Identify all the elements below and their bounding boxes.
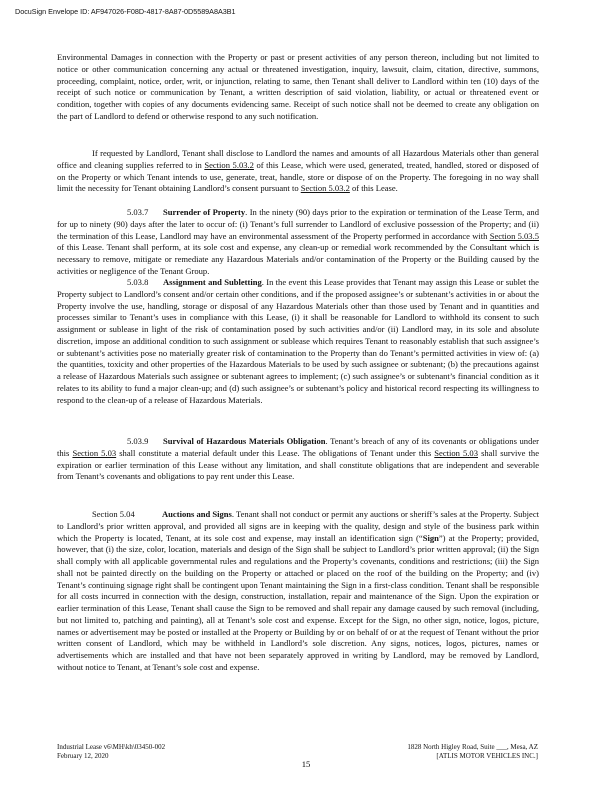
section-reference: Section 5.03 (434, 447, 478, 458)
body-text: of this Lease. (349, 183, 398, 194)
footer-document-id: Industrial Lease v6\MH\kh\03450-002 (57, 743, 166, 751)
body-text: . In the ninety (90) days prior to the expiration or termination of the Lease Term, and for up to ninety (90) days after the later to occur of: (i) Tenant’s full surrender to Landlord of exclusive possession of the Property; and (ii) the termination of this Lease, Landlord may have an environmental assessment of the Property performed in accordance with (57, 207, 539, 241)
body-text: of this Lease. Tenant shall perform, at its sole cost and expense, any clean-up or remedial work recommended by the Consultant which is necessary to remove, mitigate or remediate any Hazardous Materials and/or contamination of the Property or the Building caused by the activities or negligence of the Tenant Group. (57, 242, 539, 276)
section-heading: Surrender of Property (163, 207, 246, 217)
section-number: 5.03.9 (127, 436, 149, 446)
section-number: 5.03.7 (127, 207, 149, 217)
footer-tenant: [ATLIS MOTOR VEHICLES INC.] (436, 751, 538, 760)
body-text: . Tenant’s breach of any of its covenants or obligations under this (57, 436, 539, 458)
paragraph-hazardous-disclosure (57, 148, 539, 195)
footer-right (407, 743, 538, 760)
paragraph-assignment-subletting (57, 277, 539, 406)
body-text: shall survive the expiration or earlier termination of this Lease without any limitation, and shall constitute obligations that are independent and severable from Tenant’s covenants and obligations to pay rent under this Lease. (57, 447, 539, 482)
section-reference: Section 5.03.2 (300, 183, 350, 194)
section-reference: Section 5.03.5 (489, 230, 539, 241)
section-reference: Section 5.03.2 (204, 159, 254, 170)
body-text: shall constitute a material default under this Lease. The obligations of Tenant under this (116, 447, 435, 458)
section-heading: Sign (422, 532, 439, 543)
docusign-envelope-id: DocuSign Envelope ID: AF947026-F08D-4817-8A87-0D5589A8A3B1 (15, 7, 236, 16)
body-text: ”) at the Property; provided, however, that (i) the size, color, location, materials and design of the Sign shall be subject to Landlord’s prior written approval; (ii) the Sign shall comply with all applicable governmental rules and regulations and the Property’s covenants, conditions and restrictions; (iii) the Sign shall not be painted directly on the building on the Property or attached or placed on the roof of the building on the Property; and (iv) Tenant’s continuing signage right shall be contingent upon Tenant maintaining the Sign in a first-class condition. Tenant shall be responsible for all costs incurred in connection with the design, construction, installation, repair and maintenance of the Sign. Upon the expiration or earlier termination of this Lease, Tenant shall cause the Sign to be removed and shall repair any damage caused by such removal (including, but not limited to, patching and painting), all at Tenant’s sole cost and expense. Except for the Sign, no other sign, notice, logos, picture, names or advertisement may be posted or installed at the Property or Building by or on behalf of or at the request of Tenant without the prior written consent of Landlord, which may be withheld in Landlord’s sole discretion. Any signs, notices, logos, pictures, names or advertisements which are installed and that have not been separately approved in writing by Landlord, may be removed by Landlord, without notice to Tenant, at Tenant’s sole cost and expense. (57, 532, 539, 672)
paragraph-surrender-of-property (57, 207, 539, 278)
section-number: Section 5.04 (92, 509, 135, 519)
body-text: . In the event this Lease provides that Tenant may assign this Lease or sublet the Property subject to Landlord’s consent and/or certain other conditions, and if the proposed assignee’s or subtenant’s activities in or about the Property involve the use, handling, storage or disposal of any Hazardous Materials other than those used by Tenant and in quantities and processes similar to Tenant’s uses in compliance with this Lease, (i) it shall be reasonable for Landlord to withhold its consent to such assignment or sublease in light of the risk of contamination posed by such activities and/or (ii) Landlord may, in its sole and absolute discretion, impose an additional condition to such assignment or sublease which requires Tenant to reasonably establish that such assignee’s or subtenant’s activities pose no materially greater risk of contamination to the Property than do Tenant’s permitted activities in view of: (a) the quantities, toxicity and other properties of the Hazardous Materials to be used by such assignee or subtenant; (b) the precautions against a release of Hazardous Materials such assignee or subtenant agrees to implement; (c) such assignee’s or subtenant’s financial condition as it relates to its ability to fund a major clean-up; and (d) such assignee’s or subtenant’s policy and historical record respecting its willingness to respond to the clean-up of a release of Hazardous Materials. (57, 277, 539, 405)
paragraph-survival-obligation (57, 436, 539, 483)
paragraph-auctions-and-signs (57, 509, 539, 674)
section-heading: Auctions and Signs (162, 509, 232, 519)
footer-left (57, 743, 165, 760)
page-number: 15 (301, 759, 311, 769)
section-heading: Survival of Hazardous Materials Obligation (163, 436, 326, 446)
body-text: If requested by Landlord, Tenant shall disclose to Landlord the names and amounts of all Hazardous Materials other than general office and cleaning supplies referred to in (57, 148, 539, 170)
footer-address: 1828 North Higley Road, Suite ___, Mesa, AZ (407, 743, 538, 751)
section-reference: Section 5.03 (72, 447, 117, 458)
section-number: 5.03.8 (127, 277, 149, 287)
section-heading: Assignment and Subletting (163, 277, 262, 287)
body-text: Environmental Damages in connection with the Property or past or present activities of any person thereon, including but not limited to notice or other communication concerning any actual or threatened investigation, inquiry, lawsuit, claim, citation, directive, summons, proceeding, complaint, notice, order, writ, or injunction, relating to same, then Tenant shall deliver to Landlord within ten (10) days of the receipt of such notice or communication by Tenant, a written description of said violation, liability, or actual or threatened event or condition, together with copies of any documents evidencing same. Receipt of such notice shall not be deemed to create any obligation on the part of Landlord to defend or otherwise respond to any such notification. (57, 52, 539, 121)
footer-date: February 12, 2020 (57, 751, 109, 760)
body-text: . Tenant shall not conduct or permit any auctions or sheriff’s sales at the Property. Subject to Landlord’s prior written approval, and provided all signs are in keeping with the quality, design and style of the business park within which the Property is located, Tenant, at its sole cost and expense, may install an identification sign (“ (57, 509, 540, 543)
paragraph-environmental-damages (57, 52, 539, 123)
body-text: of this Lease, which were used, generated, treated, handled, stored or disposed of on the Property or which Tenant intends to use, generate, treat, handle, store or dispose of on the Property. The foregoing in no way shall limit the necessity for Tenant obtaining Landlord’s consent pursuant to (57, 159, 540, 194)
